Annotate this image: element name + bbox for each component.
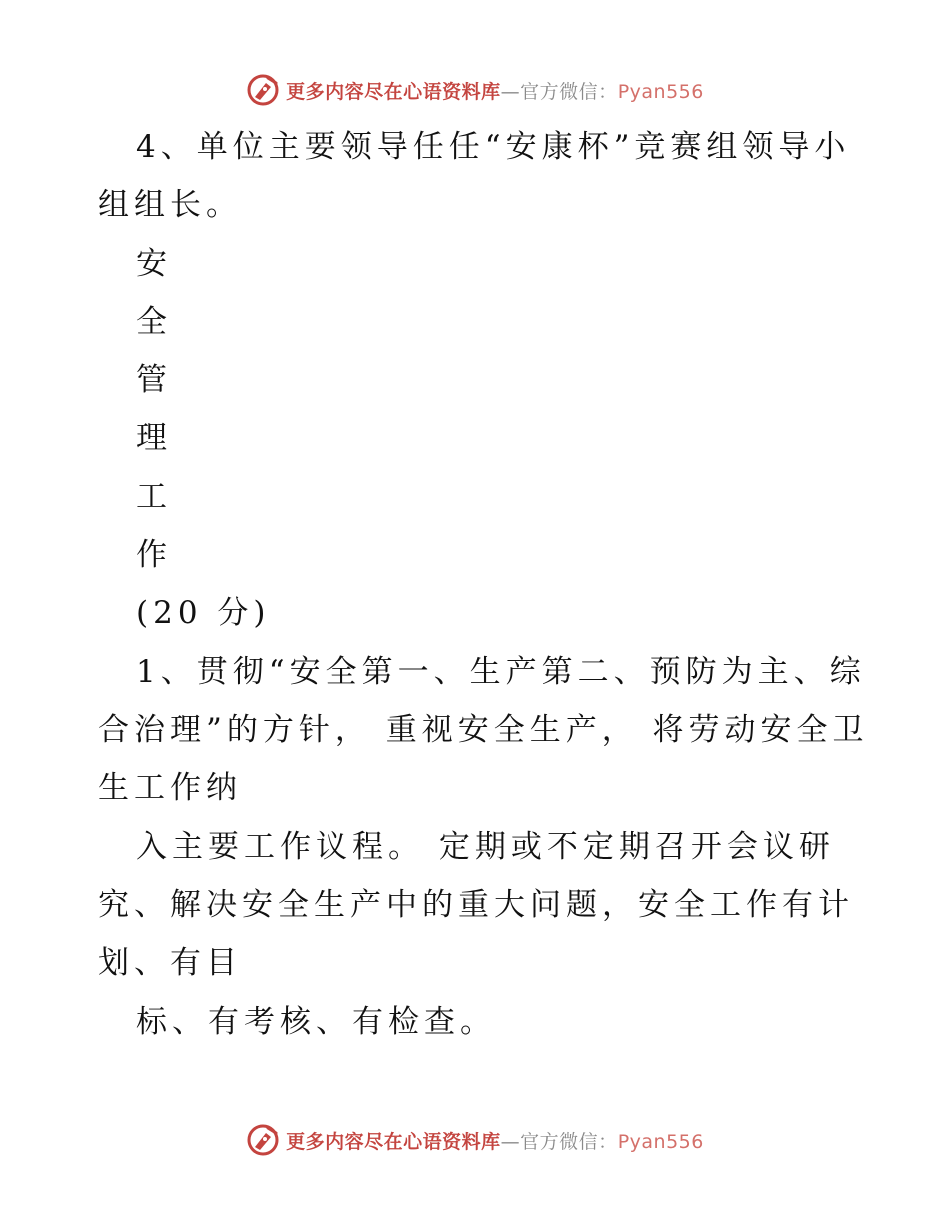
header-banner-content: [246, 73, 704, 107]
header-banner: [0, 70, 950, 110]
text-line: (20 分): [136, 595, 271, 631]
text-line: 生工作纳: [98, 770, 242, 806]
pen-nib-circle-icon: [246, 73, 280, 107]
banner-wechat-id: Pyan556: [617, 80, 704, 103]
footer-banner: [0, 1120, 950, 1160]
text-line: 划、有目: [98, 945, 242, 981]
text-line: 工: [136, 479, 172, 515]
banner-title: 更多内容尽在心语资料库: [286, 80, 501, 103]
banner-wechat-label: —官方微信：: [500, 1130, 618, 1153]
text-line: 1、贯彻“安全第一、生产第二、预防为主、综: [136, 654, 866, 690]
header-banner-text: [286, 77, 704, 104]
text-line: 安: [136, 246, 172, 282]
footer-banner-content: [246, 1123, 704, 1157]
text-line: 全: [136, 304, 172, 340]
pen-nib-circle-icon: [246, 1123, 280, 1157]
text-line: 作: [136, 537, 172, 573]
banner-title: 更多内容尽在心语资料库: [286, 1130, 501, 1153]
text-line: 组组长。: [98, 187, 242, 223]
banner-wechat-id: Pyan556: [617, 1130, 704, 1153]
banner-wechat-label: —官方微信：: [500, 80, 618, 103]
text-line: 合治理”的方针， 重视安全生产， 将劳动安全卫: [98, 712, 869, 748]
text-line: 理: [136, 420, 172, 456]
text-line: 管: [136, 362, 172, 398]
text-line: 标、有考核、有检查。: [136, 1004, 496, 1040]
text-line: 究、解决安全生产中的重大问题，安全工作有计: [98, 887, 854, 923]
text-line: 入主要工作议程。 定期或不定期召开会议研: [136, 829, 835, 865]
text-line: 4、单位主要领导任任“安康杯”竞赛组领导小: [136, 129, 851, 165]
footer-banner-text: [286, 1127, 704, 1154]
